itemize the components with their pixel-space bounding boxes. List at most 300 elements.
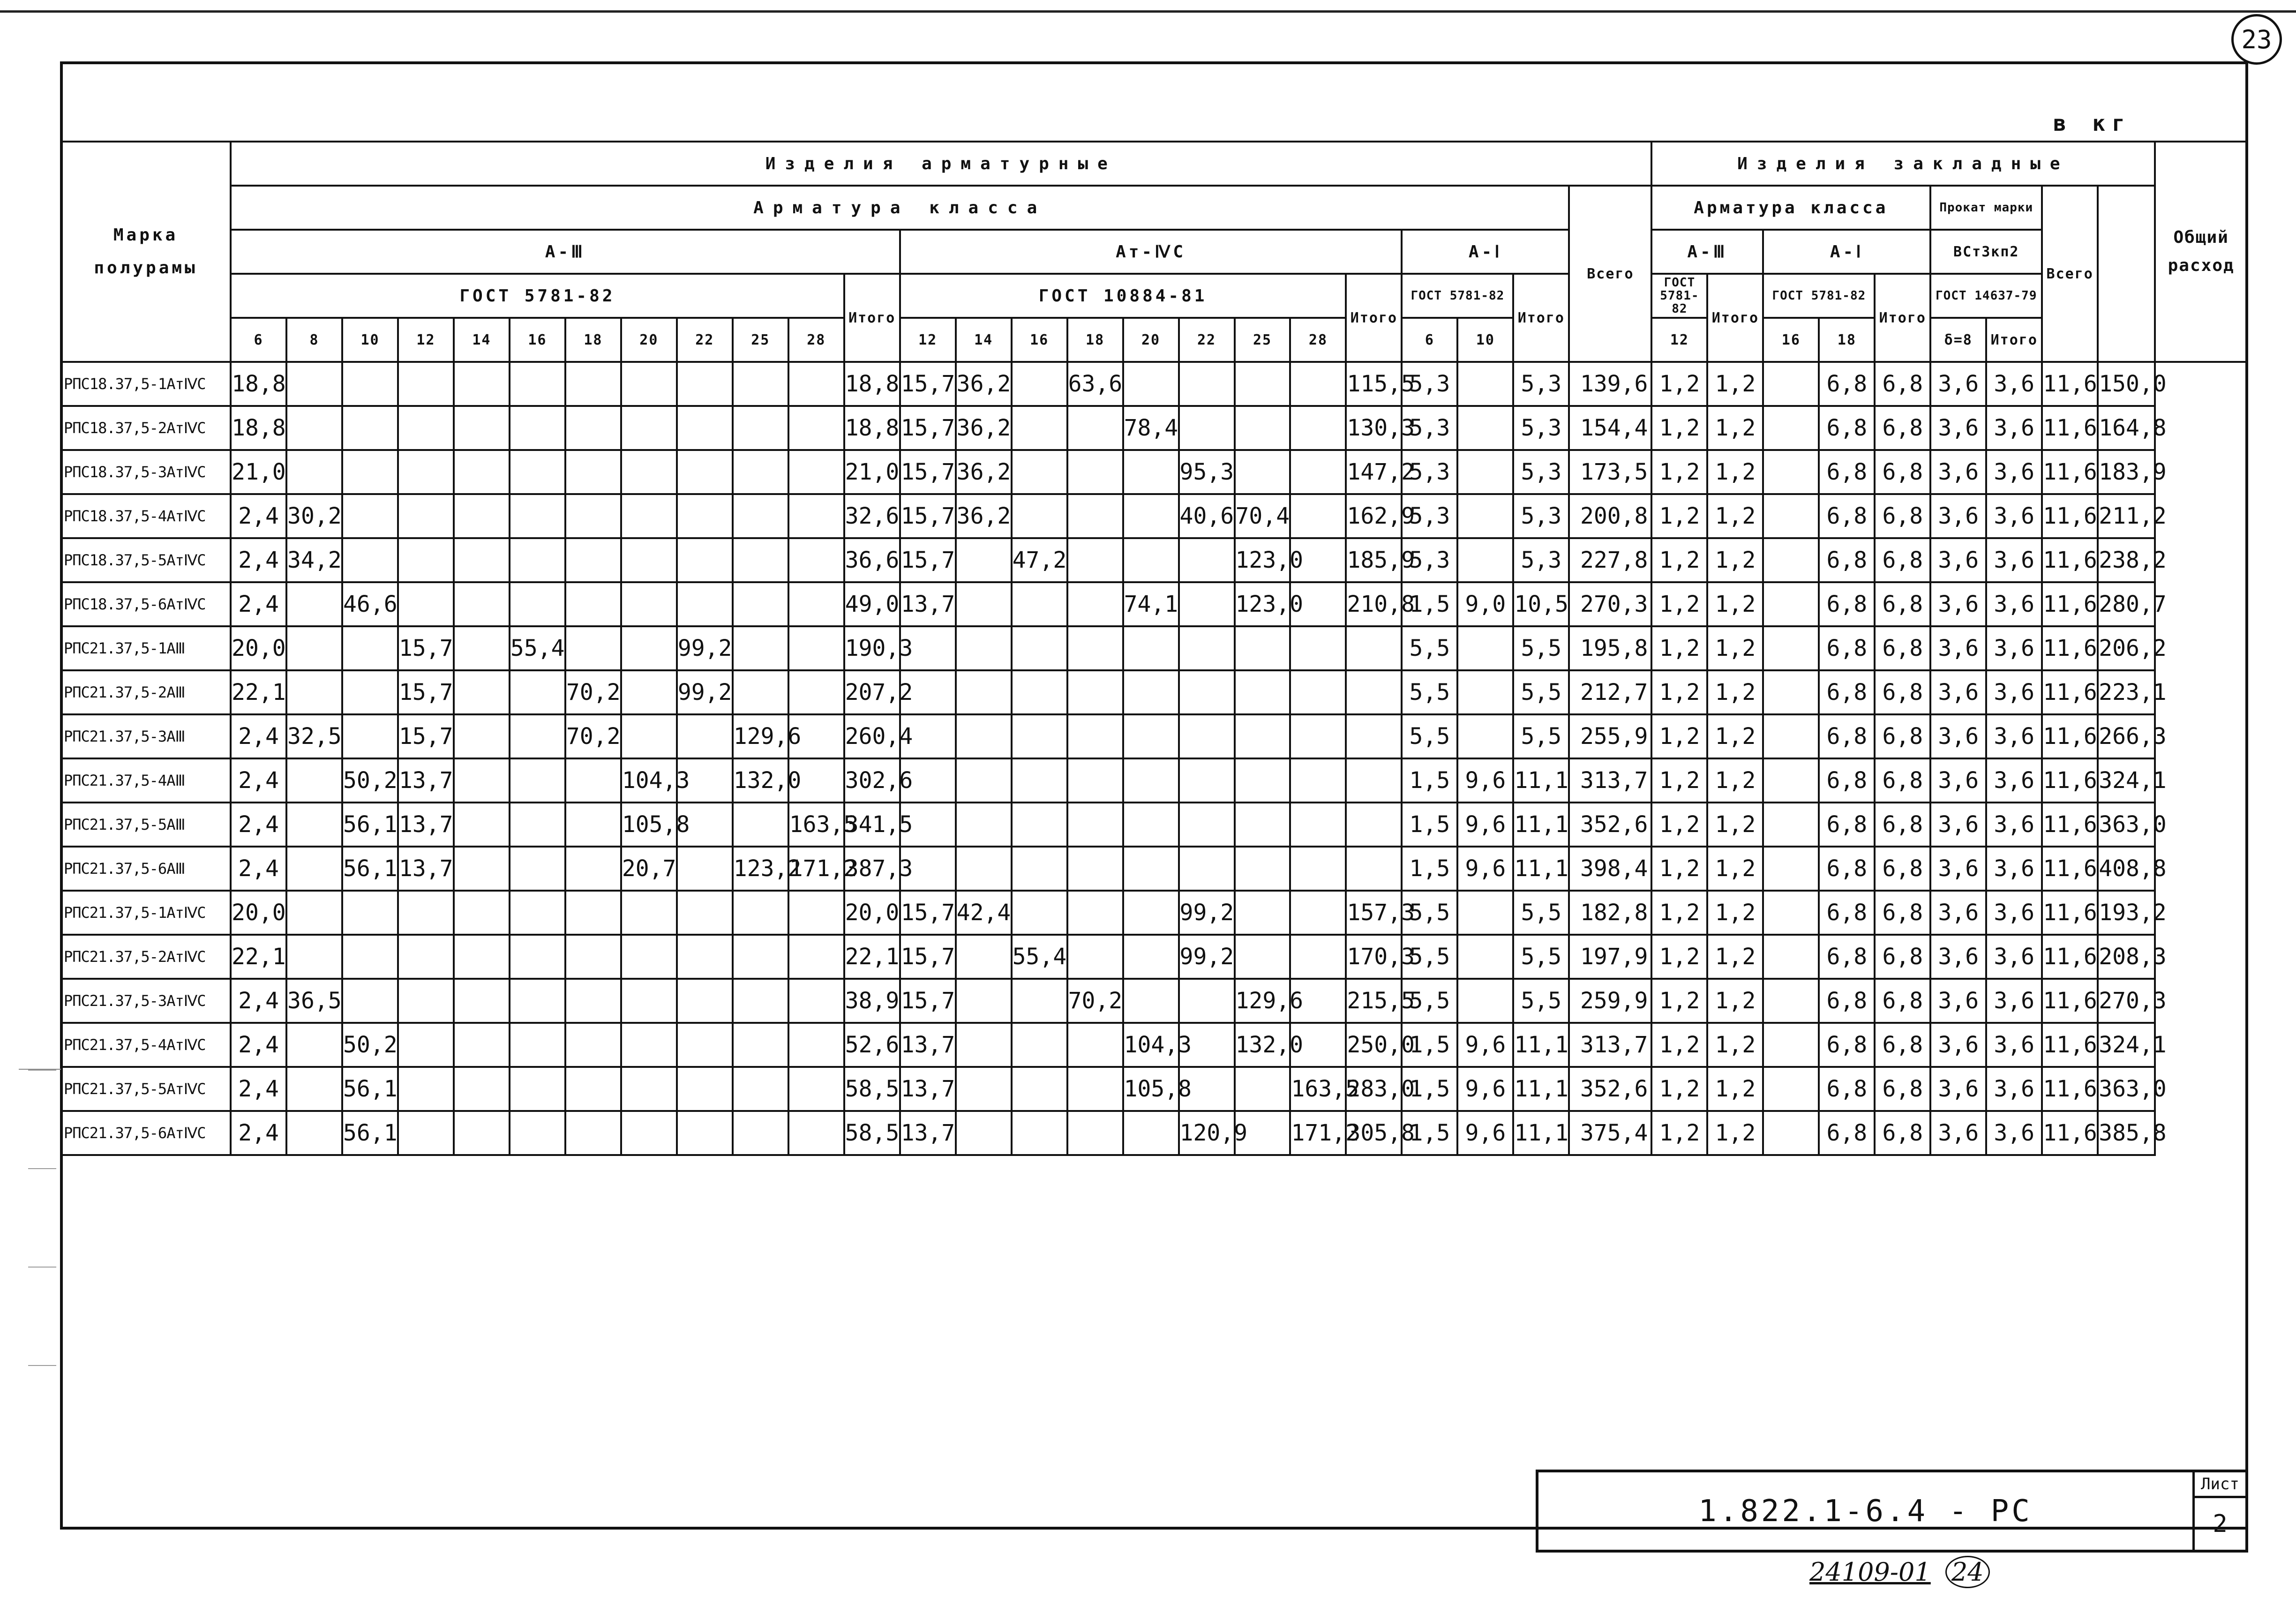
table-cell: 1,2	[1707, 626, 1763, 670]
table-cell	[1763, 538, 1819, 582]
table-cell: 139,6	[1569, 362, 1651, 406]
table-cell	[1067, 582, 1123, 626]
table-cell: 13,7	[900, 582, 956, 626]
table-cell: 20,0	[844, 891, 900, 935]
table-cell: 5,5	[1402, 670, 1457, 714]
table-cell	[510, 1067, 565, 1111]
table-cell: 15,7	[900, 406, 956, 450]
table-cell	[1235, 626, 1291, 670]
table-cell: 9,6	[1457, 1111, 1513, 1155]
table-cell	[677, 538, 733, 582]
table-cell	[1457, 450, 1513, 494]
table-cell	[1067, 626, 1123, 670]
table-cell: 1,2	[1651, 935, 1707, 979]
table-cell: 3,6	[1930, 758, 1986, 803]
cell-mark: РПС21.37,5-6АⅢ	[61, 847, 231, 891]
table-cell	[1763, 935, 1819, 979]
dia-a3-18: 18	[565, 318, 621, 362]
dia-a3-16: 16	[510, 318, 565, 362]
table-row	[61, 758, 2247, 803]
table-cell: 1,2	[1707, 450, 1763, 494]
table-cell	[1179, 538, 1235, 582]
table-cell: 1,5	[1402, 1067, 1457, 1111]
table-cell: 3,6	[1986, 714, 2042, 758]
table-cell	[286, 626, 342, 670]
table-cell: 313,7	[1569, 1023, 1651, 1067]
table-cell	[1012, 582, 1067, 626]
table-cell	[1123, 847, 1179, 891]
table-cell: 18,8	[844, 362, 900, 406]
table-cell	[1763, 362, 1819, 406]
table-cell	[788, 494, 844, 538]
table-cell: 352,6	[1569, 1067, 1651, 1111]
table-cell: 183,9	[2098, 450, 2155, 494]
table-cell	[956, 1111, 1012, 1155]
table-cell: 13,7	[900, 1111, 956, 1155]
cell-mark: РПС18.37,5-6АтⅣС	[61, 582, 231, 626]
table-cell	[1012, 450, 1067, 494]
table-cell	[510, 979, 565, 1023]
table-cell: 36,2	[956, 362, 1012, 406]
table-cell	[398, 1023, 454, 1067]
table-cell	[733, 1023, 788, 1067]
table-cell	[621, 1067, 677, 1111]
table-cell: 1,2	[1707, 1111, 1763, 1155]
table-cell	[398, 935, 454, 979]
table-cell: 363,0	[2098, 803, 2155, 847]
table-cell: 6,8	[1875, 803, 1930, 847]
header-a1: А-Ⅰ	[1402, 230, 1569, 274]
table-cell: 6,8	[1875, 714, 1930, 758]
table-cell	[1235, 406, 1291, 450]
table-cell	[733, 538, 788, 582]
cell-mark: РПС21.37,5-4АтⅣС	[61, 1023, 231, 1067]
table-cell	[565, 1067, 621, 1111]
table-cell	[733, 1067, 788, 1111]
table-cell: 70,2	[565, 670, 621, 714]
table-cell: 6,8	[1819, 935, 1875, 979]
header-emb-a3: А-Ⅲ	[1651, 230, 1763, 274]
table-cell	[1457, 935, 1513, 979]
table-cell: 387,3	[844, 847, 900, 891]
table-cell: 15,7	[900, 494, 956, 538]
table-cell: 5,5	[1402, 891, 1457, 935]
table-cell	[454, 450, 510, 494]
table-cell	[286, 450, 342, 494]
table-cell: 58,5	[844, 1067, 900, 1111]
table-cell: 13,7	[900, 1023, 956, 1067]
table-cell	[1290, 450, 1346, 494]
table-cell	[1763, 803, 1819, 847]
table-cell	[565, 538, 621, 582]
table-cell: 1,2	[1651, 406, 1707, 450]
table-cell	[733, 670, 788, 714]
header-products-embedded: Изделия закладные	[1651, 142, 2155, 186]
table-cell: 398,4	[1569, 847, 1651, 891]
table-cell	[286, 670, 342, 714]
table-cell: 1,2	[1707, 803, 1763, 847]
table-cell	[788, 935, 844, 979]
table-cell	[677, 935, 733, 979]
table-cell: 6,8	[1875, 979, 1930, 1023]
table-cell: 99,2	[1179, 891, 1235, 935]
table-row	[61, 450, 2247, 494]
table-cell	[1235, 891, 1291, 935]
cell-mark: РПС21.37,5-4АⅢ	[61, 758, 231, 803]
table-cell	[454, 1023, 510, 1067]
table-row	[61, 626, 2247, 670]
table-cell	[1235, 803, 1291, 847]
table-cell	[733, 803, 788, 847]
table-row	[61, 538, 2247, 582]
prokat-itogo: Итого	[1986, 318, 2042, 362]
table-row	[61, 494, 2247, 538]
dia-a3-14: 14	[454, 318, 510, 362]
table-cell: 3,6	[1986, 803, 2042, 847]
table-cell	[342, 494, 398, 538]
table-cell	[1346, 758, 1402, 803]
table-cell	[733, 362, 788, 406]
table-cell	[342, 979, 398, 1023]
table-cell: 3,6	[1930, 891, 1986, 935]
table-cell	[956, 538, 1012, 582]
table-cell	[1290, 406, 1346, 450]
table-cell	[1123, 450, 1179, 494]
table-cell	[510, 582, 565, 626]
table-cell	[565, 891, 621, 935]
table-row	[61, 803, 2247, 847]
table-row	[61, 979, 2247, 1023]
table-cell	[1012, 758, 1067, 803]
table-cell	[1123, 670, 1179, 714]
table-row	[61, 582, 2247, 626]
table-cell: 3,6	[1930, 450, 1986, 494]
table-cell: 1,2	[1651, 1023, 1707, 1067]
table-cell: 9,6	[1457, 1067, 1513, 1111]
cell-mark: РПС21.37,5-2АⅢ	[61, 670, 231, 714]
table-cell: 163,5	[788, 803, 844, 847]
table-cell	[398, 1067, 454, 1111]
table-cell: 3,6	[1930, 582, 1986, 626]
cell-mark: РПС21.37,5-3АтⅣС	[61, 979, 231, 1023]
table-cell: 259,9	[1569, 979, 1651, 1023]
table-cell	[1457, 538, 1513, 582]
table-cell: 3,6	[1986, 847, 2042, 891]
cell-mark: РПС18.37,5-2АтⅣС	[61, 406, 231, 450]
table-cell: 2,4	[231, 1111, 286, 1155]
table-cell	[565, 758, 621, 803]
table-cell	[733, 626, 788, 670]
table-cell: 105,8	[621, 803, 677, 847]
table-cell	[677, 891, 733, 935]
table-cell: 15,7	[900, 979, 956, 1023]
table-cell	[1290, 714, 1346, 758]
table-cell	[342, 450, 398, 494]
table-cell	[510, 1111, 565, 1155]
table-cell: 11,6	[2042, 626, 2098, 670]
table-cell: 42,4	[956, 891, 1012, 935]
table-cell	[788, 670, 844, 714]
table-cell	[733, 935, 788, 979]
table-cell: 99,2	[677, 670, 733, 714]
table-cell	[1290, 362, 1346, 406]
table-cell	[510, 1023, 565, 1067]
table-cell	[621, 582, 677, 626]
table-cell: 11,6	[2042, 803, 2098, 847]
table-cell	[621, 1023, 677, 1067]
cell-mark: РПС18.37,5-3АтⅣС	[61, 450, 231, 494]
table-cell: 9,0	[1457, 582, 1513, 626]
table-cell: 36,5	[286, 979, 342, 1023]
table-cell	[1290, 847, 1346, 891]
table-cell: 6,8	[1819, 758, 1875, 803]
table-cell	[1067, 538, 1123, 582]
table-cell: 13,7	[398, 758, 454, 803]
table-cell: 1,5	[1402, 758, 1457, 803]
table-cell: 2,4	[231, 1023, 286, 1067]
table-cell: 170,3	[1346, 935, 1402, 979]
table-cell	[956, 758, 1012, 803]
sheet-page-number: 2	[2213, 1510, 2228, 1538]
table-cell	[1179, 847, 1235, 891]
table-cell	[1763, 582, 1819, 626]
table-cell	[398, 979, 454, 1023]
rebar-consumption-table	[60, 141, 2248, 1156]
table-cell	[1123, 714, 1179, 758]
table-cell: 3,6	[1986, 1023, 2042, 1067]
table-cell	[454, 758, 510, 803]
table-cell: 95,3	[1179, 450, 1235, 494]
table-cell	[621, 935, 677, 979]
header-a3: А-Ⅲ	[231, 230, 900, 274]
table-cell	[342, 406, 398, 450]
cell-mark: РПС18.37,5-4АтⅣС	[61, 494, 231, 538]
table-cell	[565, 582, 621, 626]
table-cell: 21,0	[844, 450, 900, 494]
table-cell	[342, 362, 398, 406]
table-cell: 120,9	[1179, 1111, 1235, 1155]
table-cell	[1457, 626, 1513, 670]
table-cell: 15,7	[398, 670, 454, 714]
table-cell: 5,5	[1513, 714, 1569, 758]
table-cell: 147,2	[1346, 450, 1402, 494]
table-cell	[1763, 626, 1819, 670]
table-cell	[286, 1023, 342, 1067]
dia-a3-22: 22	[677, 318, 733, 362]
table-cell: 11,1	[1513, 847, 1569, 891]
table-cell: 6,8	[1875, 670, 1930, 714]
table-cell: 5,5	[1513, 935, 1569, 979]
table-cell	[454, 979, 510, 1023]
table-cell	[1457, 362, 1513, 406]
table-cell	[1235, 758, 1291, 803]
table-cell	[621, 891, 677, 935]
table-cell	[286, 758, 342, 803]
table-cell: 385,8	[2098, 1111, 2155, 1155]
table-cell: 193,2	[2098, 891, 2155, 935]
table-cell	[286, 891, 342, 935]
table-cell: 3,6	[1986, 582, 2042, 626]
table-cell: 20,0	[231, 891, 286, 935]
table-cell: 1,5	[1402, 582, 1457, 626]
table-cell: 129,6	[733, 714, 788, 758]
table-cell: 11,1	[1513, 758, 1569, 803]
table-cell	[1290, 935, 1346, 979]
table-cell	[342, 935, 398, 979]
table-cell: 6,8	[1875, 494, 1930, 538]
table-cell: 6,8	[1875, 1023, 1930, 1067]
inventory-number	[1809, 1557, 1990, 1587]
table-cell: 3,6	[1986, 494, 2042, 538]
table-row	[61, 670, 2247, 714]
table-cell: 9,6	[1457, 803, 1513, 847]
table-cell: 5,5	[1513, 891, 1569, 935]
table-cell	[1763, 847, 1819, 891]
table-cell: 266,3	[2098, 714, 2155, 758]
table-cell	[342, 626, 398, 670]
sheet-label: Лист	[2195, 1472, 2245, 1498]
table-cell: 6,8	[1819, 847, 1875, 891]
table-cell: 1,2	[1707, 935, 1763, 979]
table-cell	[1012, 362, 1067, 406]
table-cell	[788, 582, 844, 626]
table-cell	[1067, 494, 1123, 538]
table-cell: 215,5	[1346, 979, 1402, 1023]
table-cell: 11,6	[2042, 1067, 2098, 1111]
table-cell	[1346, 626, 1402, 670]
table-cell: 13,7	[398, 803, 454, 847]
table-cell: 11,1	[1513, 803, 1569, 847]
table-cell	[733, 494, 788, 538]
table-cell: 283,0	[1346, 1067, 1402, 1111]
document-code: 1.822.1-6.4 - РС	[1538, 1472, 2195, 1550]
table-cell	[1067, 1023, 1123, 1067]
table-cell: 11,6	[2042, 450, 2098, 494]
table-cell	[565, 935, 621, 979]
table-cell: 2,4	[231, 538, 286, 582]
table-cell	[1012, 670, 1067, 714]
table-cell: 11,6	[2042, 1111, 2098, 1155]
cell-mark: РПС21.37,5-5АⅢ	[61, 803, 231, 847]
table-cell	[956, 979, 1012, 1023]
table-cell	[956, 1067, 1012, 1111]
table-cell: 341,5	[844, 803, 900, 847]
table-cell	[1179, 626, 1235, 670]
cell-mark: РПС21.37,5-5АтⅣС	[61, 1067, 231, 1111]
table-cell: 99,2	[677, 626, 733, 670]
table-cell	[956, 935, 1012, 979]
cell-mark: РПС21.37,5-6АтⅣС	[61, 1111, 231, 1155]
table-cell: 3,6	[1986, 1111, 2042, 1155]
table-cell	[454, 1111, 510, 1155]
table-row	[61, 1023, 2247, 1067]
dia-a3-10: 10	[342, 318, 398, 362]
table-cell	[1067, 406, 1123, 450]
table-cell	[1235, 847, 1291, 891]
table-cell: 55,4	[510, 626, 565, 670]
dia-emb-a3-12: 12	[1651, 318, 1707, 362]
table-cell: 32,6	[844, 494, 900, 538]
table-cell	[788, 362, 844, 406]
table-cell	[1290, 891, 1346, 935]
table-cell	[565, 626, 621, 670]
table-cell	[677, 582, 733, 626]
table-cell: 1,5	[1402, 1023, 1457, 1067]
table-cell: 11,6	[2042, 758, 2098, 803]
header-vst3: ВСт3кп2	[1930, 230, 2042, 274]
table-cell	[733, 450, 788, 494]
table-cell	[1457, 494, 1513, 538]
table-cell: 11,1	[1513, 1023, 1569, 1067]
table-cell: 6,8	[1875, 626, 1930, 670]
table-cell: 18,8	[231, 406, 286, 450]
table-cell: 5,5	[1402, 935, 1457, 979]
table-cell: 123,0	[1235, 582, 1291, 626]
table-cell: 6,8	[1819, 803, 1875, 847]
table-cell: 6,8	[1819, 891, 1875, 935]
table-cell: 40,6	[1179, 494, 1235, 538]
table-cell: 1,2	[1707, 758, 1763, 803]
header-emb-gost-a1: ГОСТ 5781-82	[1763, 274, 1875, 318]
table-cell	[788, 538, 844, 582]
table-cell: 132,0	[733, 758, 788, 803]
table-cell: 36,2	[956, 450, 1012, 494]
header-emb-a1: А-Ⅰ	[1763, 230, 1930, 274]
table-cell: 6,8	[1875, 406, 1930, 450]
table-cell	[510, 714, 565, 758]
table-cell: 21,0	[231, 450, 286, 494]
table-cell: 1,2	[1651, 979, 1707, 1023]
table-cell	[454, 1067, 510, 1111]
table-row	[61, 362, 2247, 406]
table-cell: 1,2	[1707, 1067, 1763, 1111]
left-margin-marks	[19, 1069, 61, 1492]
table-cell: 171,2	[1290, 1111, 1346, 1155]
table-cell	[1235, 362, 1291, 406]
table-cell: 11,6	[2042, 714, 2098, 758]
table-cell: 3,6	[1986, 626, 2042, 670]
table-cell: 15,7	[900, 538, 956, 582]
table-cell: 363,0	[2098, 1067, 2155, 1111]
table-cell	[1179, 406, 1235, 450]
table-cell: 200,8	[1569, 494, 1651, 538]
table-cell	[1290, 758, 1346, 803]
table-cell: 3,6	[1986, 406, 2042, 450]
table-cell	[1012, 1067, 1067, 1111]
table-cell	[398, 1111, 454, 1155]
table-cell	[510, 758, 565, 803]
table-cell: 5,3	[1402, 494, 1457, 538]
table-cell: 47,2	[1012, 538, 1067, 582]
table-cell	[677, 1023, 733, 1067]
table-cell: 2,4	[231, 803, 286, 847]
table-cell: 1,2	[1651, 758, 1707, 803]
table-cell: 11,1	[1513, 1111, 1569, 1155]
header-gost-5781: ГОСТ 5781-82	[231, 274, 844, 318]
table-cell: 2,4	[231, 1067, 286, 1111]
header-gost-10884: ГОСТ 10884-81	[900, 274, 1346, 318]
dia-at4-20: 20	[1123, 318, 1179, 362]
table-cell	[510, 803, 565, 847]
table-cell	[1012, 626, 1067, 670]
dia-a3-20: 20	[621, 318, 677, 362]
table-cell	[398, 450, 454, 494]
table-cell	[454, 847, 510, 891]
table-cell	[1179, 362, 1235, 406]
table-cell	[1012, 1111, 1067, 1155]
table-cell: 305,8	[1346, 1111, 1402, 1155]
table-cell	[510, 847, 565, 891]
